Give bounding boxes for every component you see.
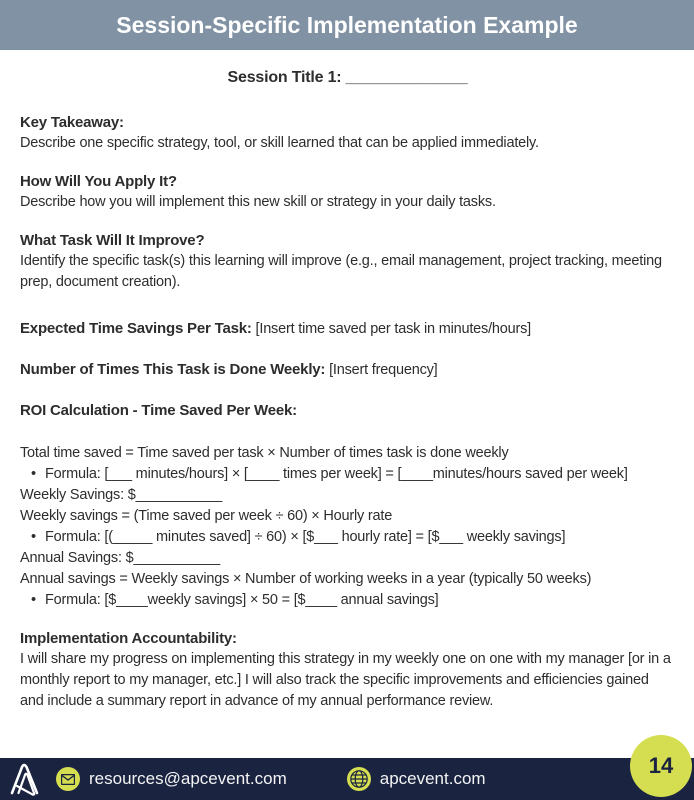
roi-formula-bullet: • Formula: [$____weekly savings] × 50 = [$____ annual savings] xyxy=(20,590,665,611)
content-area xyxy=(0,67,694,712)
section-implementation-accountability xyxy=(20,628,675,712)
section-key-takeaway xyxy=(20,112,675,154)
section-heading: What Task Will It Improve? xyxy=(20,232,205,249)
field-label: Number of Times This Task is Done Weekly: xyxy=(20,361,326,378)
roi-section-heading: ROI Calculation - Time Saved Per Week: xyxy=(20,402,297,419)
section-heading: How Will You Apply It? xyxy=(20,173,177,190)
roi-line: Total time saved = Time saved per task × Number of times task is done weekly xyxy=(20,445,509,461)
page-number: 14 xyxy=(648,753,674,778)
section-body: Describe how you will implement this new skill or strategy in your daily tasks. xyxy=(20,194,496,210)
section-body: I will share my progress on implementing this strategy in my weekly one on one with my manager [or in a monthly report to my manager, etc.] I will also track the specific improvements and efficiencies gained and include a summary report in advance of my annual performance review. xyxy=(20,651,671,709)
roi-line: Weekly savings = (Time saved per week ÷ 60) × Hourly rate xyxy=(20,508,393,524)
section-body: Describe one specific strategy, tool, or skill learned that can be applied immediately. xyxy=(20,135,539,151)
header-band xyxy=(0,0,694,50)
section-task-improve xyxy=(20,230,675,293)
field-times-weekly xyxy=(20,359,675,381)
footer-website[interactable] xyxy=(347,767,486,791)
section-heading: Implementation Accountability: xyxy=(20,630,237,647)
page-title: Session-Specific Implementation Example xyxy=(116,11,578,38)
website-url[interactable]: apcevent.com xyxy=(379,769,486,788)
section-how-apply xyxy=(20,171,675,213)
email-address[interactable]: resources@apcevent.com xyxy=(89,769,287,788)
roi-formula-bullet: • Formula: [(_____ minutes saved] ÷ 60) × [$___ hourly rate] = [$___ weekly savings] xyxy=(20,527,665,548)
mail-icon xyxy=(56,767,80,791)
field-placeholder-value: [Insert frequency] xyxy=(329,362,438,378)
footer-bar xyxy=(0,758,694,800)
footer-email[interactable] xyxy=(56,767,287,791)
roi-line: Annual savings = Weekly savings × Number of working weeks in a year (typically 50 weeks) xyxy=(20,571,592,587)
roi-annual-savings-blank: Annual Savings: $___________ xyxy=(20,550,220,566)
section-body: Identify the specific task(s) this learning will improve (e.g., email management, project tracking, meeting prep, document creation). xyxy=(20,253,662,290)
roi-weekly-savings-blank: Weekly Savings: $___________ xyxy=(20,487,223,503)
apc-logo xyxy=(9,762,45,796)
section-heading: Key Takeaway: xyxy=(20,114,124,131)
roi-formula-bullet: • Formula: [___ minutes/hours] × [____ times per week] = [____minutes/hours saved per week] xyxy=(20,464,665,485)
page-number-badge xyxy=(630,735,692,797)
roi-calculation-block xyxy=(20,443,675,611)
globe-icon xyxy=(347,767,371,791)
field-placeholder-value: [Insert time saved per task in minutes/hours] xyxy=(255,321,532,337)
field-label: Expected Time Savings Per Task: xyxy=(20,320,252,337)
field-expected-time-savings xyxy=(20,318,675,340)
session-title-line: Session Title 1: ______________ xyxy=(227,69,468,86)
